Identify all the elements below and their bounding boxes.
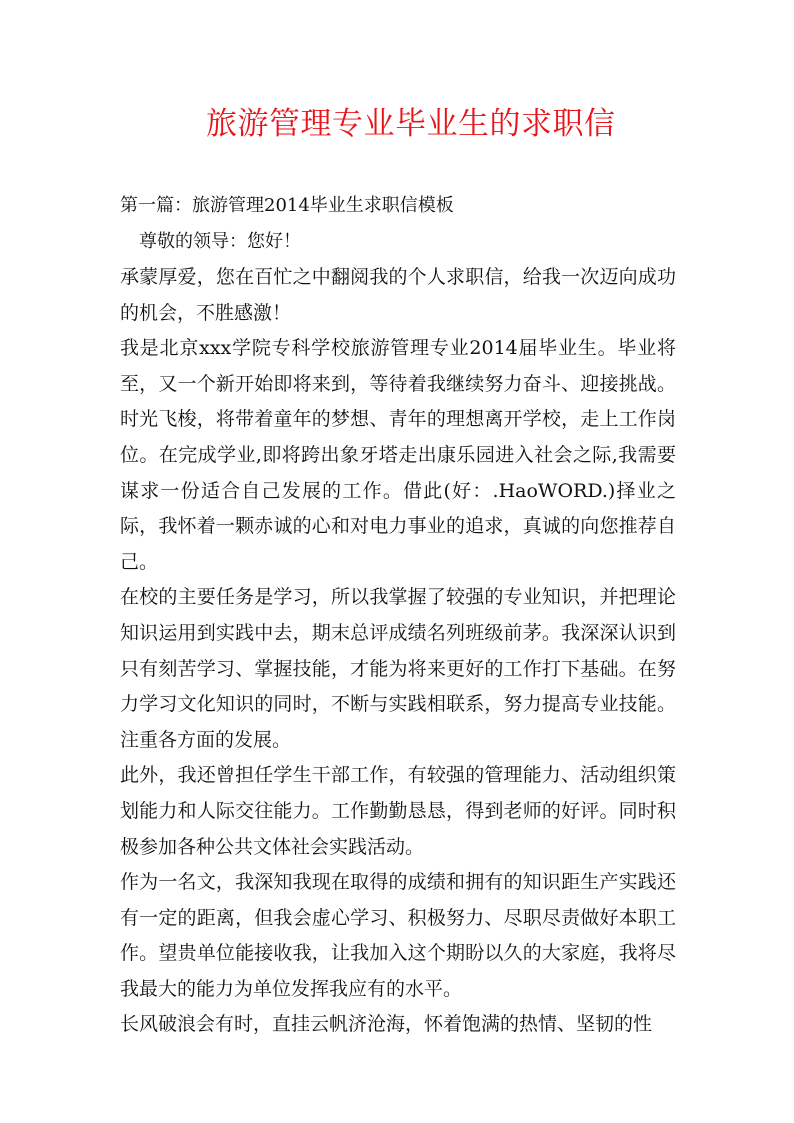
paragraph-2: 我是北京xxx学院专科学校旅游管理专业2014届毕业生。毕业将至，又一个新开始即将来到，等待着我继续努力奋斗、迎接挑战。时光飞梭，将带着童年的梦想、青年的理想离开学校，走上工作岗位。在完成学业,即将跨出象牙塔走出康乐园进入社会之际,我需要谋求一份适合自己发展的工作。借此(好：.HaoWORD.)择业之际，我怀着一颗赤诚的心和对电力事业的追求，真诚的向您推荐自己。 <box>120 337 676 573</box>
paragraph-6: 长风破浪会有时，直挂云帆济沧海，怀着饱满的热情、坚韧的性 <box>120 1013 653 1036</box>
letter-body <box>120 190 676 1043</box>
paragraph-1: 承蒙厚爱，您在百忙之中翻阅我的个人求职信，给我一次迈向成功的机会，不胜感激！ <box>120 266 676 324</box>
section-heading: 第一篇：旅游管理2014毕业生求职信模板 <box>120 195 454 216</box>
paragraph-5: 作为一名文，我深知我现在取得的成绩和拥有的知识距生产实践还有一定的距离，但我会虚心学习、积极努力、尽职尽责做好本职工作。望贵单位能接收我，让我加入这个期盼以久的大家庭，我将尽我最大的能力为单位发挥我应有的水平。 <box>120 871 676 1000</box>
document-title: 旅游管理专业毕业生的求职信 <box>206 106 616 142</box>
paragraph-4: 此外，我还曾担任学生干部工作，有较强的管理能力、活动组织策划能力和人际交往能力。工作勤勤恳恳，得到老师的好评。同时积极参加各种公共文体社会实践活动。 <box>120 764 676 858</box>
greeting-line: 尊敬的领导：您好！ <box>139 231 301 252</box>
paragraph-3: 在校的主要任务是学习，所以我掌握了较强的专业知识，并把理论知识运用到实践中去，期末总评成绩名列班级前茅。我深深认识到只有刻苦学习、掌握技能，才能为将来更好的工作打下基础。在努力学习文化知识的同时，不断与实践相联系，努力提高专业技能。注重各方面的发展。 <box>120 586 676 751</box>
